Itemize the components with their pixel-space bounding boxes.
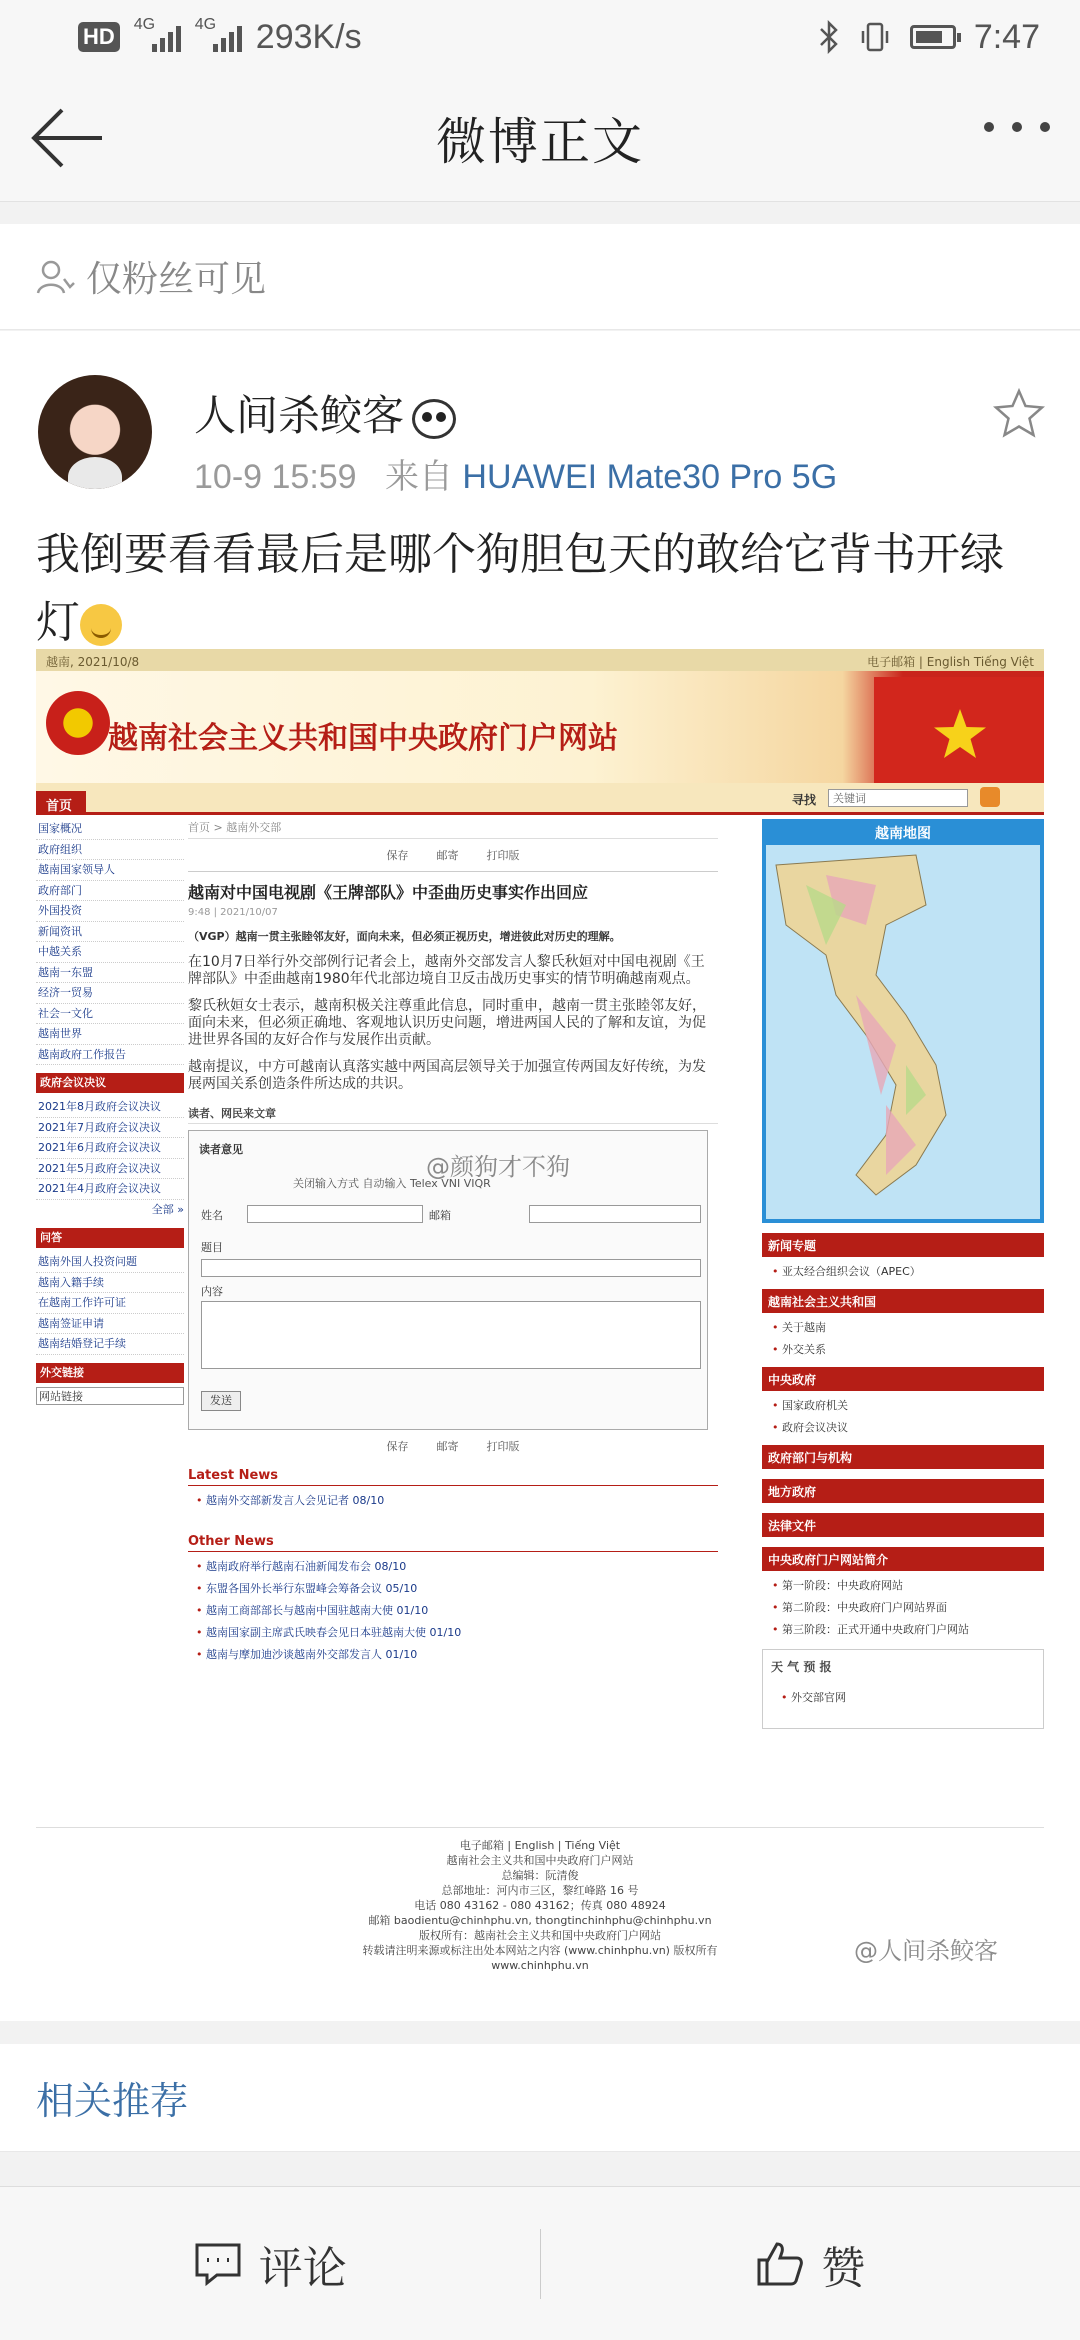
article-date: 9:48 | 2021/10/07 [188, 907, 278, 918]
list-item: • 越南政府举行越南石油新闻发布会 08/10 [196, 1558, 718, 1574]
comment-label: 评论 [258, 2242, 347, 2294]
right-head-local: 地方政府 [762, 1479, 1044, 1503]
watermark: @颜狗才不狗 [426, 1153, 570, 1181]
related-label: 相关推荐 [36, 2079, 189, 2123]
favorite-star-icon[interactable] [992, 387, 1046, 441]
visibility-label: 仅粉丝可见 [86, 259, 267, 300]
list-item: 2021年4月政府会议决议 [36, 1179, 184, 1200]
list-item: 2021年7月政府会议决议 [36, 1118, 184, 1139]
vietnam-flag-icon [874, 677, 1044, 783]
list-item: 2021年6月政府会议决议 [36, 1138, 184, 1159]
name-field [247, 1205, 423, 1223]
vietnam-map-icon [766, 845, 1040, 1219]
name-label: 姓名 [201, 1209, 223, 1222]
article-lead: （VGP）越南一贯主张睦邻友好，面向未来，但必须正视历史，增进彼此对历史的理解。 [188, 930, 621, 943]
site-nav [36, 783, 1044, 815]
list-item: 2021年8月政府会议决议 [36, 1097, 184, 1118]
status-left [78, 18, 362, 57]
fans-only-icon [36, 257, 76, 297]
rss-icon [980, 787, 1000, 807]
site-footer [36, 1827, 1044, 1995]
avatar[interactable] [38, 375, 152, 489]
list-item: • 越南外交部新发言人会见记者 08/10 [196, 1492, 718, 1508]
article-paragraph-3: 越南提议，中方可越南认真落实越中两国高层领导关于加强宣传两国友好传统，为发展两国关系创造条件所达成的共识。 [188, 1059, 706, 1092]
list-item: • 越南工商部部长与越南中国驻越南大使 01/10 [196, 1602, 718, 1618]
bottom-action-bar [0, 2186, 1080, 2340]
list-item: 越南入籍手续 [36, 1273, 184, 1294]
hd-badge: HD [78, 22, 120, 52]
list-item: 保存 [386, 849, 409, 862]
list-item: 中越关系 [36, 942, 184, 963]
site-title: 越南社会主义共和国中央政府门户网站 [108, 721, 618, 756]
right-head-republic: 越南社会主义共和国 [762, 1289, 1044, 1313]
shot-top-strip: 越南, 2021/10/8 电子邮箱 | English Tiếng Việt [36, 649, 1044, 671]
left-head-decisions: 政府会议决议 [36, 1073, 184, 1093]
content-label: 内容 [201, 1285, 223, 1298]
search-label: 寻找 [792, 793, 817, 807]
list-item: 打印版 [486, 1440, 520, 1453]
status-right [818, 18, 1040, 57]
bluetooth-icon [818, 20, 840, 54]
clock: 7:47 [973, 17, 1040, 56]
weather-title: 天 气 预 报 [771, 1660, 832, 1674]
like-button[interactable] [541, 2187, 1080, 2340]
list-item: 电话 080 43162 - 080 43162；传真 080 48924 [414, 1899, 666, 1912]
right-item: • 第二阶段：中央政府门户网站界面 [772, 1599, 1044, 1615]
list-item: 外国投资 [36, 901, 184, 922]
breadcrumb: 首页 > 越南外交部 [188, 819, 718, 839]
like-label: 赞 [821, 2242, 866, 2294]
post-time: 10-9 15:59 [194, 458, 357, 496]
other-news-list [188, 1558, 718, 1662]
right-item: • 国家政府机关 [772, 1397, 1044, 1413]
national-emblem-icon [46, 691, 110, 755]
site-banner [36, 671, 1044, 783]
list-item: 政府组织 [36, 840, 184, 861]
left-links-decisions [36, 1097, 184, 1200]
right-head-topics: 新闻专题 [762, 1233, 1044, 1257]
list-item: 转载请注明来源或标注出处本网站之内容 (www.chinhphu.vn) 版权所有 [362, 1944, 718, 1957]
other-news-heading: Other News [188, 1534, 718, 1552]
signal-icon-sim2: 4G [195, 22, 242, 52]
right-item: • 关于越南 [772, 1319, 1044, 1335]
back-button[interactable] [26, 102, 106, 174]
form-title: 读者意见 [199, 1143, 243, 1156]
comment-heading: 读者、网民来文章 [188, 1105, 718, 1124]
related-recommendations[interactable] [0, 2044, 1080, 2152]
subject-label: 题目 [201, 1241, 223, 1254]
search-input: 关键词 [828, 789, 968, 807]
status-bar [0, 0, 1080, 74]
list-item: 邮寄 [436, 849, 459, 862]
article-tools-bottom [188, 1438, 718, 1454]
left-more: 全部 » [151, 1202, 184, 1216]
main-column [188, 819, 718, 1809]
signal-icon-sim1: 4G [134, 22, 181, 52]
list-item: 越南一东盟 [36, 963, 184, 984]
list-item: 越南结婚登记手续 [36, 1334, 184, 1355]
left-column [36, 819, 184, 1519]
input-method-radios: 关闭输入方式 自动输入 Telex VNI VIQR [293, 1177, 491, 1190]
list-item: 在越南工作许可证 [36, 1293, 184, 1314]
list-item: 越南社会主义共和国中央政府门户网站 [446, 1854, 634, 1867]
panda-icon [412, 399, 456, 439]
list-item: 越南签证申请 [36, 1314, 184, 1335]
network-speed: 293K/s [255, 17, 362, 56]
right-item: • 第一阶段：中央政府网站 [772, 1577, 1044, 1593]
source-device-link[interactable]: HUAWEI Mate30 Pro 5G [462, 458, 838, 496]
left-links [36, 819, 184, 1065]
weibo-post [0, 331, 1080, 2021]
list-item: • 越南国家副主席武氏映春会见日本驻越南大使 01/10 [196, 1624, 718, 1640]
list-item: 新闻资讯 [36, 922, 184, 943]
list-item: 电子邮箱 | English | Tiếng Việt [459, 1839, 621, 1852]
right-head-government: 中央政府 [762, 1367, 1044, 1391]
weather-widget [762, 1649, 1044, 1729]
left-head-links: 外交链接 [36, 1363, 184, 1383]
list-item: 2021年5月政府会议决议 [36, 1159, 184, 1180]
article-tools [188, 847, 718, 863]
list-item: 越南国家领导人 [36, 860, 184, 881]
thumbs-up-icon [755, 2240, 805, 2288]
list-item: 版权所有：越南社会主义共和国中央政府门户网站 [419, 1929, 661, 1942]
map-title: 越南地图 [766, 823, 1040, 845]
list-item: 国家概况 [36, 819, 184, 840]
vibrate-icon [858, 20, 892, 54]
more-options-button[interactable] [984, 122, 1050, 132]
content-field [201, 1301, 701, 1369]
source-prefix: 来自 [384, 458, 453, 496]
watermark: @人间杀鲛客 [854, 1937, 998, 1965]
list-item: 邮寄 [436, 1440, 459, 1453]
list-item: 打印版 [486, 849, 520, 862]
list-item: www.chinhphu.vn [491, 1959, 589, 1972]
list-item: • 东盟各国外长举行东盟峰会筹备会议 05/10 [196, 1580, 718, 1596]
right-head-about: 中央政府门户网站简介 [762, 1547, 1044, 1571]
left-links-qa [36, 1252, 184, 1355]
right-head-legal: 法律文件 [762, 1513, 1044, 1537]
send-button: 发送 [201, 1391, 241, 1411]
username[interactable]: 人间杀鲛客 [194, 383, 456, 443]
post-text: 我倒要看看最后是哪个狗胆包天的敢给它背书开绿灯 [36, 529, 1004, 648]
post-meta [194, 449, 837, 498]
hug-emoji-icon [80, 604, 122, 646]
post-image[interactable] [36, 649, 1044, 1995]
comment-button[interactable] [0, 2187, 540, 2340]
right-item: • 亚太经合组织会议（APEC） [772, 1263, 1044, 1279]
weather-item: • 外交部官网 [781, 1689, 1035, 1705]
vietnam-map [762, 819, 1044, 1223]
battery-icon [910, 25, 956, 49]
visibility-bar [0, 224, 1080, 330]
right-head-ministries: 政府部门与机构 [762, 1445, 1044, 1469]
article-title: 越南对中国电视剧《王牌部队》中歪曲历史事实作出回应 [188, 871, 718, 903]
email-field [529, 1205, 701, 1223]
article-paragraph-1: 在10月7日举行外交部例行记者会上，越南外交部发言人黎氏秋姮对中国电视剧《王牌部队》中歪曲越南1980年代北部边境自卫反击战历史事实的情节明确越南观点。 [188, 954, 705, 987]
subject-field [201, 1259, 701, 1277]
list-item: 保存 [386, 1440, 409, 1453]
list-item: 越南政府工作报告 [36, 1045, 184, 1066]
email-label: 邮箱 [429, 1209, 451, 1222]
home-tab: 首页 [36, 791, 86, 815]
list-item: 经济一贸易 [36, 983, 184, 1004]
right-item: • 第三阶段：正式开通中央政府门户网站 [772, 1621, 1044, 1637]
list-item: 越南世界 [36, 1024, 184, 1045]
list-item: 社会一文化 [36, 1004, 184, 1025]
right-column [762, 819, 1044, 1879]
right-item: • 外交关系 [772, 1341, 1044, 1357]
list-item: 总编辑：阮清俊 [501, 1869, 579, 1882]
latest-news-heading: Latest News [188, 1468, 718, 1486]
comment-icon [193, 2241, 243, 2287]
latest-news-list [188, 1492, 718, 1508]
left-head-qa: 问答 [36, 1228, 184, 1248]
list-item: • 越南与摩加迪沙谈越南外交部发言人 01/10 [196, 1646, 718, 1662]
list-item: 越南外国人投资问题 [36, 1252, 184, 1273]
page-title: 微博正文 [436, 112, 644, 171]
list-item: 政府部门 [36, 881, 184, 902]
list-item: 邮箱 baodientu@chinhphu.vn, thongtinchinhphu@chinhphu.vn [368, 1914, 712, 1927]
list-item: 总部地址：河内市三区，黎红峰路 16 号 [441, 1884, 639, 1897]
left-select: 网站链接 [36, 1387, 184, 1405]
article-paragraph-2: 黎氏秋姮女士表示，越南积极关注尊重此信息，同时重申，越南一贯主张睦邻友好，面向未来，但必须正确地、客观地认识历史问题，增进两国人民的了解和友谊，为促进世界各国的友好合作与发展作出贡献。 [188, 998, 706, 1048]
nav-bar [0, 74, 1080, 202]
right-item: • 政府会议决议 [772, 1419, 1044, 1435]
